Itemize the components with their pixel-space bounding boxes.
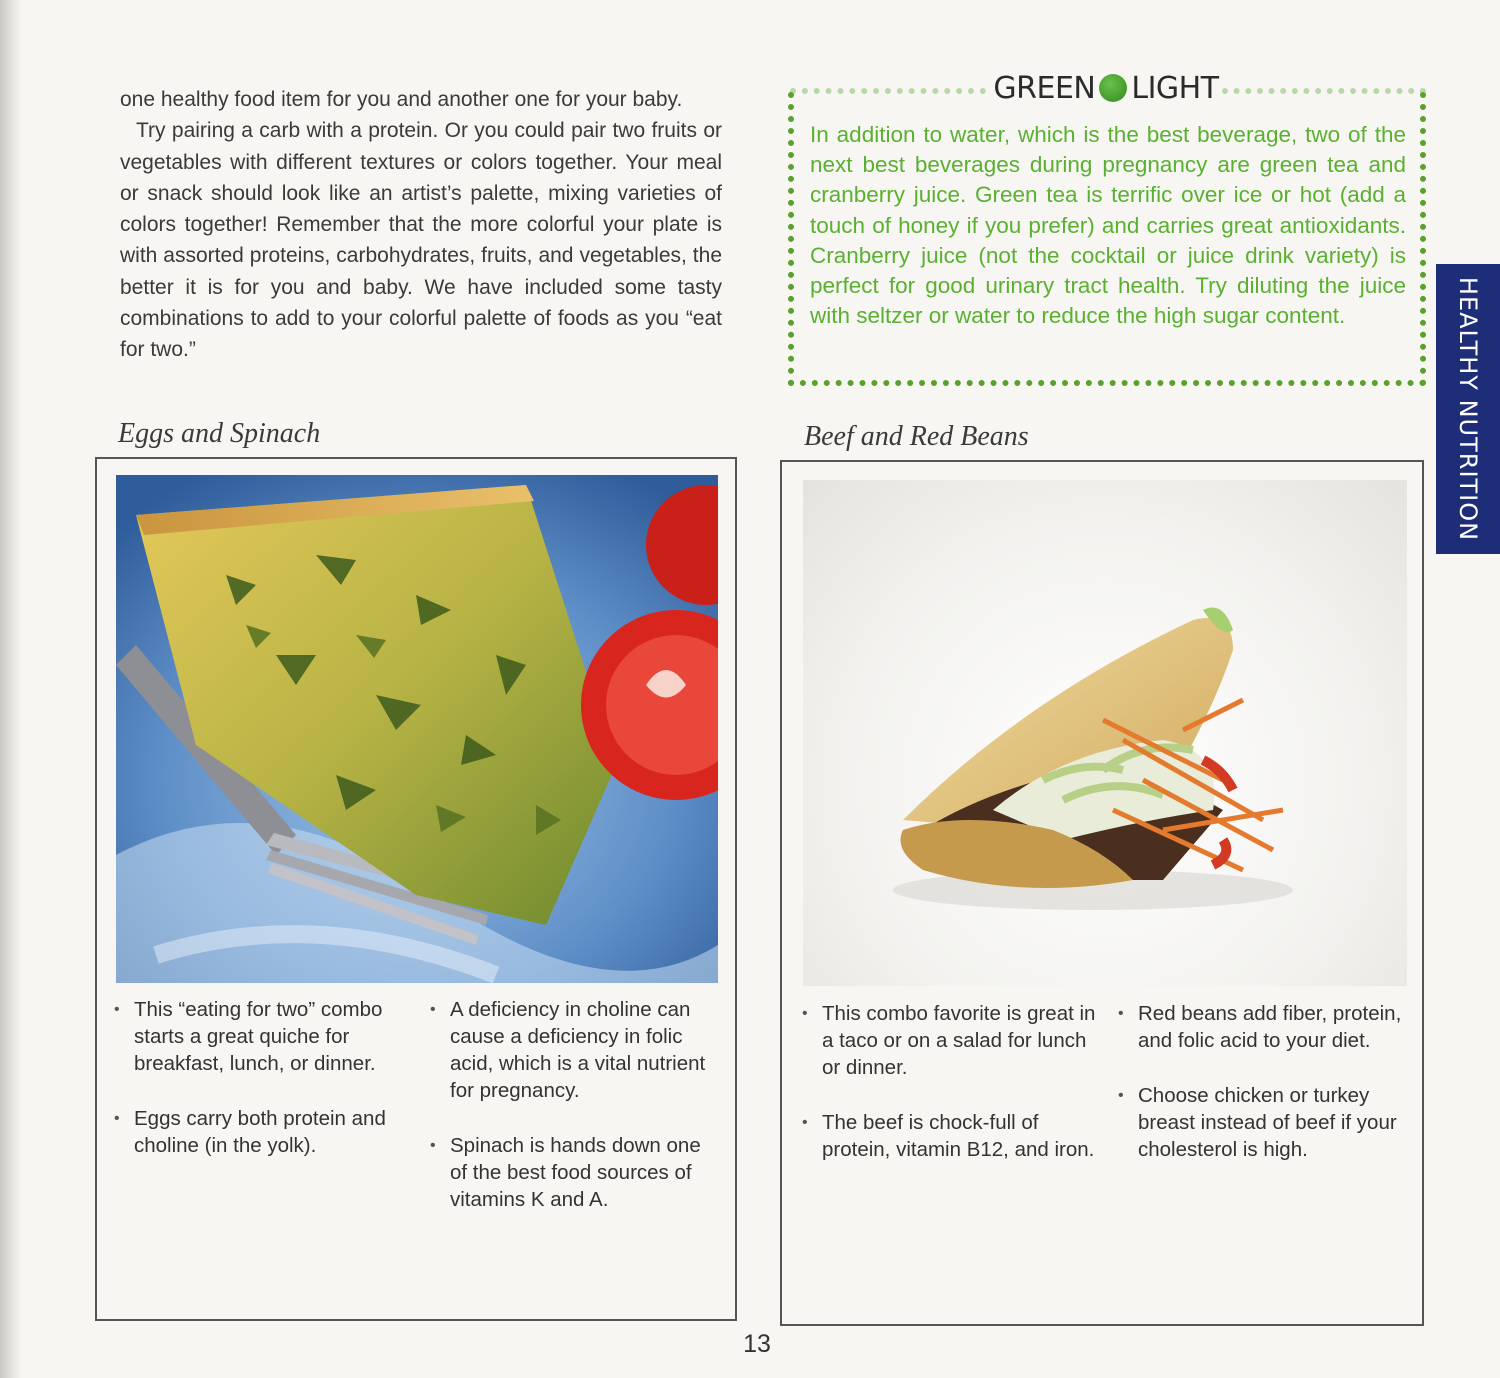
green-light-text: In addition to water, which is the best beverage, two of the next best beverages during pregnancy are green tea and cranberry juice. Green tea is terrific over ice or hot (add a touch of honey if you prefer) and carries great antioxidants. Cranberry juice (not the cocktail or juice drink variety) is perfect for good urinary tract health. Try diluting the juice with seltzer or water to reduce the high sugar content. (810, 122, 1406, 329)
list-item: • A deficiency in choline can cause a deficiency in folic acid, which is a vital nutrient for pregnancy. (428, 996, 718, 1104)
eggs-spinach-bullets-col1 (112, 996, 412, 1187)
quiche-photo (116, 475, 718, 983)
green-light-title-right: LIGHT (1131, 70, 1219, 106)
intro-text (120, 84, 722, 366)
list-item: • Red beans add fiber, protein, and folic acid to your diet. (1116, 1000, 1406, 1054)
page-gutter-shadow (0, 0, 22, 1378)
list-item: • Spinach is hands down one of the best food sources of vitamins K and A. (428, 1132, 718, 1213)
side-tab-label: HEALTHY NUTRITION (1454, 276, 1482, 542)
beef-beans-bullets-col2 (1116, 1000, 1406, 1191)
green-light-title-left: GREEN (993, 70, 1096, 106)
beef-beans-bullets-col1 (800, 1000, 1100, 1191)
list-item: • Eggs carry both protein and choline (in the yolk). (112, 1105, 412, 1159)
list-item: • This “eating for two” combo starts a great quiche for breakfast, lunch, or dinner. (112, 996, 412, 1077)
list-item: • Choose chicken or turkey breast instead of beef if your cholesterol is high. (1116, 1082, 1406, 1163)
beef-beans-title: Beef and Red Beans (804, 421, 1029, 452)
taco-image (803, 480, 1407, 986)
page-number: 13 (743, 1330, 771, 1358)
quiche-image (116, 475, 718, 983)
side-tab-healthy-nutrition (1436, 264, 1500, 554)
taco-photo (803, 480, 1407, 986)
eggs-spinach-bullets-col2 (428, 996, 718, 1241)
list-item: • The beef is chock-full of protein, vitamin B12, and iron. (800, 1109, 1100, 1163)
intro-paragraph-1: one healthy food item for you and another one for your baby. (120, 88, 683, 111)
eggs-spinach-title: Eggs and Spinach (118, 418, 321, 449)
list-item: • This combo favorite is great in a taco or on a salad for lunch or dinner. (800, 1000, 1100, 1081)
intro-paragraph-2: Try pairing a carb with a protein. Or you could pair two fruits or vegetables with different textures or colors together. Your meal or snack should look like an artist’s palette, mixing varieties of colors together! Remember that the more colorful your plate is with assorted proteins, carbohydrates, fruits, and vegetables, the better it is for you and baby. We have included some tasty combinations to add to your colorful palette of foods as you “eat for two.” (120, 119, 722, 362)
